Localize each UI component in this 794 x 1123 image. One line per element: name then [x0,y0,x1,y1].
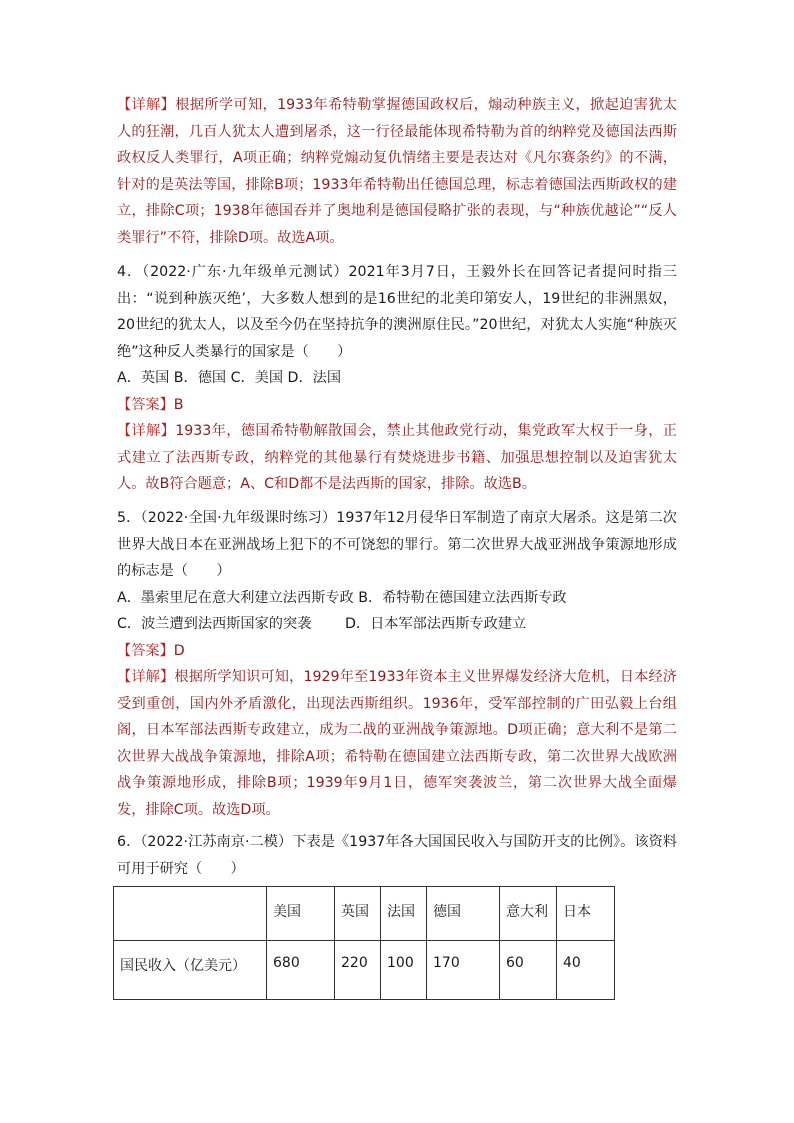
table-header-cell: 日本 [557,887,615,941]
option-c: C．波兰遭到法西斯国家的突袭 [117,616,312,632]
question-5-block [117,505,677,823]
q3-detail-block [117,92,677,251]
table-cell: 680 [267,941,335,1000]
table-header-row [114,887,615,941]
question-5-answer [117,638,677,665]
detail-tag: 【详解】 [117,97,176,113]
table-row [114,941,615,1000]
question-6-stem: 6．（2022·江苏南京·二模）下表是《1937年各大国国民收入与国防开支的比例》。该资料可用于研究（ ） [117,834,677,877]
table-header-cell: 美国 [267,887,335,941]
table-cell: 220 [335,941,381,1000]
detail-text: 根据所学可知，1933年希特勒掌握德国政权后，煽动种族主义，掀起迫害犹太人的狂潮，几百人犹太人遭到屠杀，这一行径最能体现希特勒为首的纳粹党及德国法西斯政权反人类罪行，A项正确；纳粹党煽动复仇情绪主要是表达对《凡尔赛条约》的不满，针对的是英法等国，排除B项；1933年希特勒出任德国总理，标志着德国法西斯政权的建立，排除C项；1938年德国吞并了奥地利是德国侵略扩张的表现，与“种族优越论”“反人类罪行”不符，排除D项。故选A项。 [117,97,677,246]
detail-text: 1933年，德国希特勒解散国会，禁止其他政党行动，集党政军大权于一身，正式建立了法西斯专政，纳粹党的其他暴行有焚烧进步书籍、加强思想控制以及迫害犹太人。故B符合题意；A、C和D都不是法西斯的国家，排除。故选B。 [117,423,677,492]
question-4-block [117,259,677,498]
question-4-detail [117,418,677,498]
question-5-stem: 5．（2022·全国·九年级课时练习）1937年12月侵华日军制造了南京大屠杀。这是第二次世界大战日本在亚洲战场上犯下的不可饶恕的罪行。第二次世界大战亚洲战争策源地形成的标志是（ ） [117,510,677,579]
answer-value: D [173,642,185,659]
answer-value: B [173,396,184,413]
detail-tag: 【详解】 [117,423,176,439]
table-cell: 60 [500,941,557,1000]
table-cell: 100 [381,941,427,1000]
table-header-cell: 意大利 [500,887,557,941]
detail-tag: 【详解】 [117,669,175,685]
question-4-options: A．英国 B．德国 C．美国 D．法国 [117,370,342,386]
question-4-stem: 4．（2022·广东·九年级单元测试）2021年3月7日，王毅外长在回答记者提问时指三出：“说到种族灭绝’，大多数人想到的是16世纪的北美印第安人，19世纪的非洲黑奴，20世纪的犹太人，以及至今仍在坚持抗争的澳洲原住民。”20世纪，对犹太人实施“种族灭绝”这种反人类暴行的国家是（ ） [117,264,677,360]
answer-tag: 【答案】 [117,396,174,413]
answer-tag: 【答案】 [117,642,174,659]
question-5-options-ab: A．墨索里尼在意大利建立法西斯专政 B．希特勒在德国建立法西斯专政 [117,589,567,606]
question-5-options-cd [117,611,677,638]
question-6-block [117,829,677,882]
table-header-cell: 德国 [427,887,500,941]
table-header-cell: 英国 [335,887,381,941]
question-4-answer [117,392,677,419]
table-cell: 40 [557,941,615,1000]
detail-text: 根据所学知识可知，1929年至1933年资本主义世界爆发经济大危机，日本经济受到重创，国内外矛盾激化，出现法西斯组织。1936年，受军部控制的广田弘毅上台组阁，日本军部法西斯专政建立，成为二战的亚洲战争策源地。D项正确；意大利不是第二次世界大战战争策源地，排除A项；希特勒在德国建立法西斯专政，第二次世界大战欧洲战争策源地形成，排除B项；1939年9月1日，德军突袭波兰，第二次世界大战全面爆发，排除C项。故选D项。 [117,669,677,818]
q3-detail-paragraph [117,92,677,251]
option-d: D．日本军部法西斯专政建立 [345,616,527,632]
income-table [113,886,615,1000]
table-header-cell [114,887,267,941]
question-5-detail [117,664,677,823]
table-cell: 国民收入（亿美元） [114,941,267,1000]
table-header-cell: 法国 [381,887,427,941]
table-cell: 170 [427,941,500,1000]
